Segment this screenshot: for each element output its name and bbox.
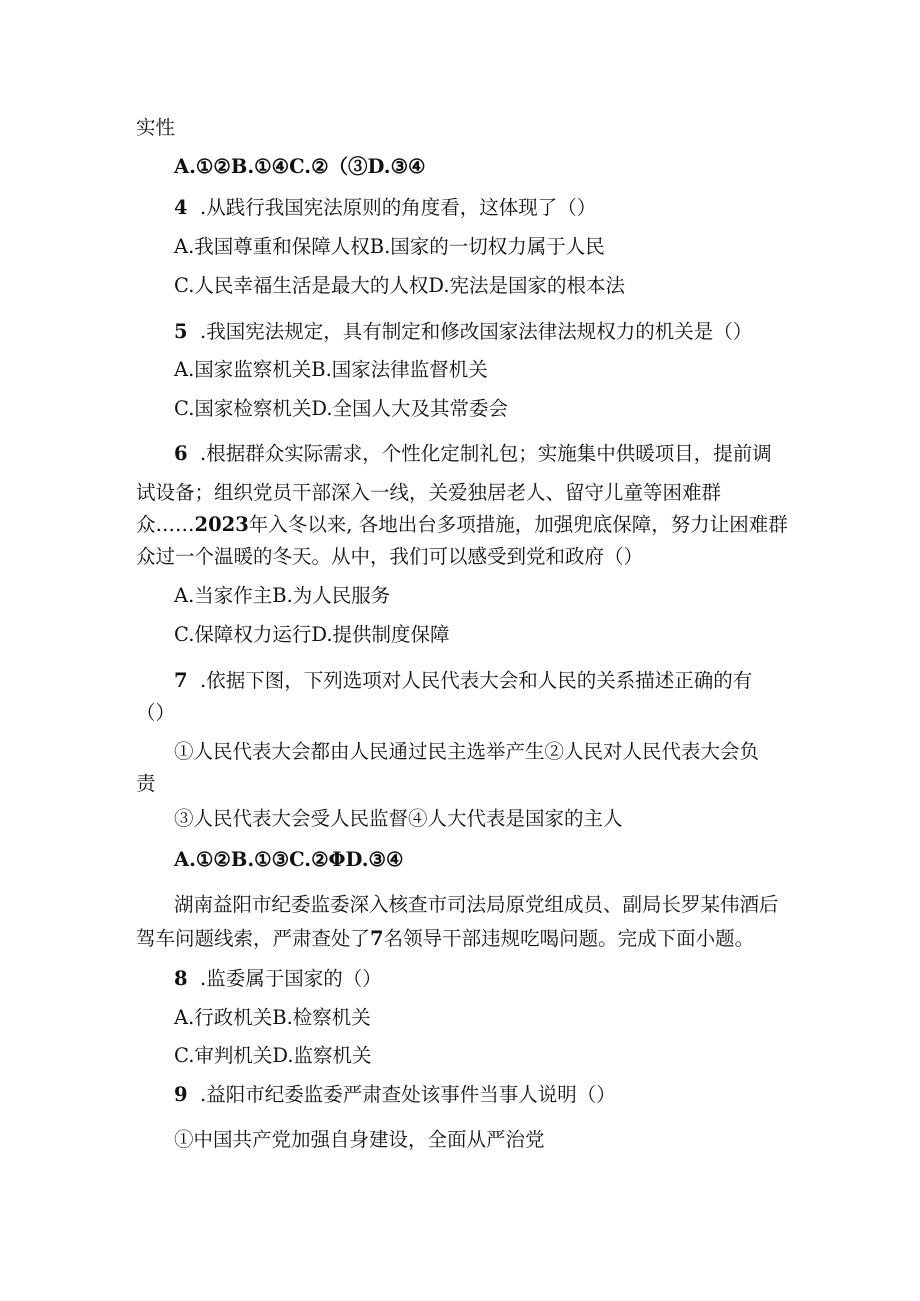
options-q6-ab: A.当家作主B.为人民服务 [174, 584, 391, 607]
statement-q9: ①中国共产党加强自身建设，全面从严治党 [174, 1128, 545, 1151]
question-text: .监委属于国家的（） [200, 967, 382, 990]
question-6-cont: 试设备；组织党员干部深入一线，关爱独居老人、留守儿童等困难群 [136, 481, 722, 504]
question-text: .依据下图，下列选项对人民代表大会和人民的关系描述正确的有 [200, 669, 753, 692]
question-number: 9 [174, 1083, 188, 1106]
question-text: .从践行我国宪法原则的角度看，这体现了（） [200, 196, 597, 219]
question-number: 6 [174, 442, 188, 465]
options-q8-cd: C.审判机关D.监察机关 [174, 1044, 372, 1067]
statements-q7-b: ③人民代表大会受人民监督④人大代表是国家的主人 [174, 807, 623, 830]
passage: 湖南益阳市纪委监委深入核查市司法局原党组成员、副局长罗某伟酒后 [174, 893, 779, 916]
question-text: .我国宪法规定，具有制定和修改国家法律法规权力的机关是（） [200, 320, 753, 343]
question-8 [174, 966, 382, 992]
options-q8-ab: A.行政机关B.检察机关 [174, 1006, 371, 1029]
options-q4-ab: A.我国尊重和保障人权B.国家的一切权力属于人民 [174, 235, 605, 258]
question-number: 8 [174, 967, 188, 990]
question-7 [174, 668, 752, 694]
question-9 [174, 1082, 616, 1108]
question-6-cont: 众……2023年入冬以来, 各地出台多项措施，加强兜底保障，努力让困难群 [136, 513, 788, 536]
options-q6-cd: C.保障权力运行D.提供制度保障 [174, 623, 450, 646]
options-q5-ab: A.国家监察机关B.国家法律监督机关 [174, 358, 488, 381]
question-5 [174, 319, 752, 345]
options-q5-cd: C.国家检察机关D.全国人大及其常委会 [174, 397, 509, 420]
question-number: 4 [174, 196, 188, 219]
answer-options-q7: A.①②B.①③C.②ΦD.③④ [174, 848, 404, 871]
question-number: 7 [174, 669, 188, 692]
statements-q7: ①人民代表大会都由人民通过民主选举产生②人民对人民代表大会负 [174, 740, 760, 763]
question-6-cont: 众过一个温暖的冬天。从中，我们可以感受到党和政府（） [136, 545, 644, 568]
statements-q7-cont: 责 [136, 772, 156, 795]
text-line: 实性 [136, 116, 176, 139]
question-6 [174, 441, 772, 467]
question-4 [174, 195, 596, 221]
question-text: .益阳市纪委监委严肃查处该事件当事人说明（） [200, 1083, 616, 1106]
answer-options-q3: A.①②B.①④C.②（③D.③④ [174, 155, 426, 178]
options-q4-cd: C.人民幸福生活是最大的人权D.宪法是国家的根本法 [174, 274, 626, 297]
question-7-cont: （） [136, 701, 176, 724]
question-text: .根据群众实际需求，个性化定制礼包；实施集中供暖项目，提前调 [200, 442, 772, 465]
passage-cont: 驾车问题线索，严肃查处了7名领导干部违规吃喝问题。完成下面小题。 [136, 927, 755, 950]
question-number: 5 [174, 320, 188, 343]
